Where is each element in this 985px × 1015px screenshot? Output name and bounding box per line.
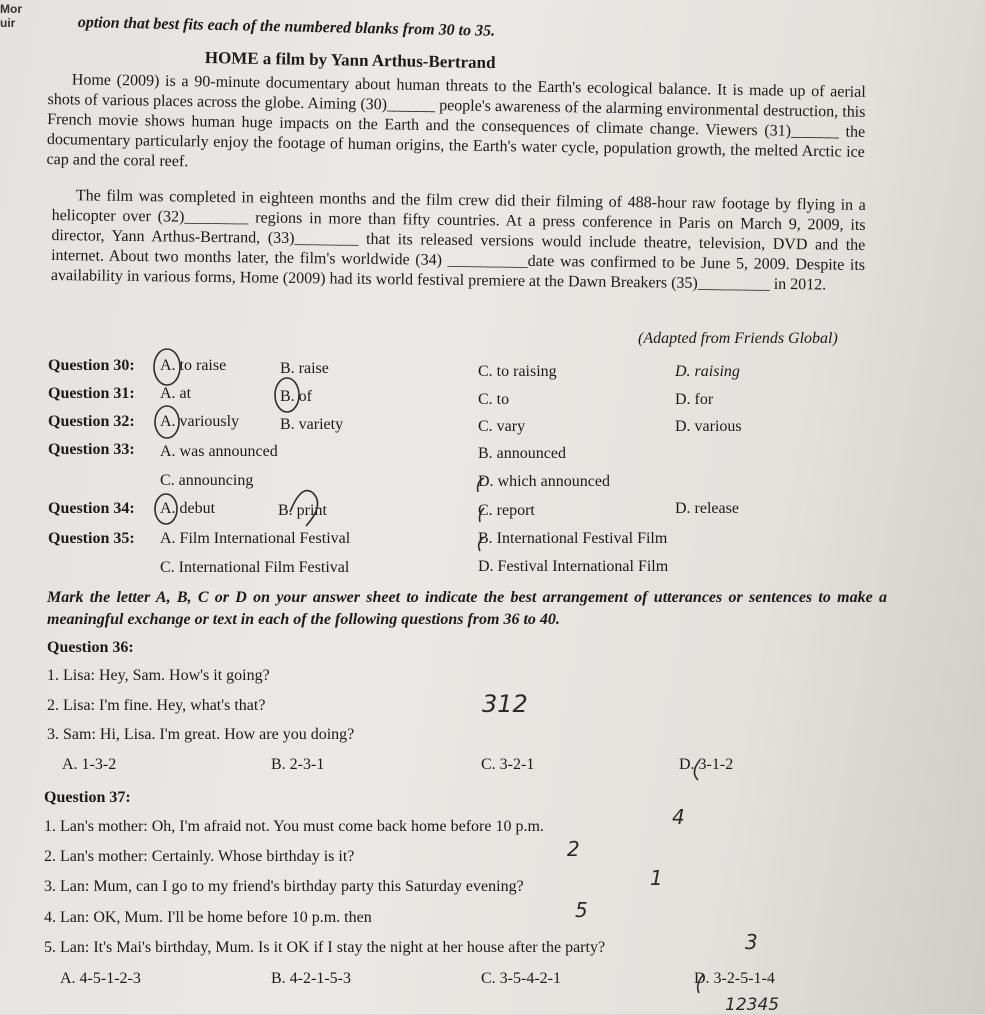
arrangement-instruction: Mark the letter A, B, C or D on your answer sheet to indicate the best arrangement of utterances or sentences to make a meaningful exchange or text in each of the following questions from 36 to 40. <box>47 589 887 628</box>
question-32: Question 32: <box>48 413 135 430</box>
q34-option-c: C. report <box>478 502 535 519</box>
q30-option-d: D. raising <box>675 363 740 380</box>
q32-option-d: D. various <box>675 418 742 435</box>
q32-option-a: A. variously <box>160 413 240 430</box>
question-34: Question 34: <box>48 500 135 517</box>
q36-option-c: C. 3-2-1 <box>481 756 535 773</box>
q33-option-b: B. announced <box>478 445 566 462</box>
q37-line-2: 2. Lan's mother: Certainly. Whose birthday is it? <box>44 848 355 865</box>
q35-option-c: C. International Film Festival <box>160 559 350 576</box>
q36-line-2: 2. Lisa: I'm fine. Hey, what's that? <box>47 697 266 714</box>
q31-option-d: D. for <box>675 391 714 408</box>
handwritten-mark-line-2: 2 <box>567 837 580 861</box>
handwritten-sequence: 12345 <box>725 995 780 1015</box>
q35-option-a: A. Film International Festival <box>160 530 351 547</box>
passage-paragraph-2: The film was completed in eighteen months and the film crew did their filming of 488-hour raw footage by flying in a helicopter over (32)________ regions in more than fifty countries. At a press conference in Paris on March 9, 2009, its director, Yann Arthus-Bertrand, (33)________ that its released versions would include theatre, television, DVD and the internet. About two months later, the film's worldwide (34) __________date was confirmed to be June 5, 2009. Despite its availability in various forms, Home (2009) had its world festival premiere at the Dawn Breakers (35)_________ in 2012. <box>50 187 866 294</box>
q37-line-4: 4. Lan: OK, Mum. I'll be home before 10 p.m. then <box>44 909 372 926</box>
passage-title: HOME a film by Yann Arthus-Bertrand <box>204 48 496 73</box>
q35-option-d: D. Festival International Film <box>478 558 669 575</box>
question-37: Question 37: <box>44 789 131 806</box>
q30-option-a: A. to raise <box>160 357 227 374</box>
question-36: Question 36: <box>47 639 134 656</box>
handwritten-answer-36: 312 <box>482 690 528 718</box>
question-33: Question 33: <box>48 441 135 458</box>
q36-option-d: D. 3-1-2 <box>679 756 734 773</box>
q30-option-c: C. to raising <box>478 363 557 380</box>
section-instruction: option that best fits each of the numbered blanks from 30 to 35. <box>77 14 496 40</box>
q37-option-d: D. 3-2-5-1-4 <box>694 970 775 987</box>
q36-option-b: B. 2-3-1 <box>271 756 325 773</box>
q33-option-a: A. was announced <box>160 443 278 460</box>
q35-option-b: B. International Festival Film <box>478 530 668 547</box>
q34-option-a: A. debut <box>160 500 216 517</box>
q36-line-1: 1. Lisa: Hey, Sam. How's it going? <box>47 667 270 684</box>
question-31: Question 31: <box>48 385 135 402</box>
q37-option-a: A. 4-5-1-2-3 <box>60 970 141 987</box>
q37-option-b: B. 4-2-1-5-3 <box>271 970 351 987</box>
handwritten-mark-line-1: 4 <box>672 805 685 829</box>
q31-option-c: C. to <box>478 391 510 408</box>
question-35: Question 35: <box>48 530 135 547</box>
q36-line-3: 3. Sam: Hi, Lisa. I'm great. How are you doing? <box>47 726 355 743</box>
handwritten-mark-line-3: 1 <box>650 866 663 890</box>
q31-option-a: A. at <box>160 385 192 402</box>
q30-option-b: B. raise <box>280 360 329 377</box>
q36-option-a: A. 1-3-2 <box>62 756 117 773</box>
q34-option-b: B. print <box>278 502 327 519</box>
cut-off-corner-text: Mor uir <box>0 2 22 30</box>
passage-source: (Adapted from Friends Global) <box>638 330 838 347</box>
q37-line-1: 1. Lan's mother: Oh, I'm afraid not. You must come back home before 10 p.m. <box>44 818 544 835</box>
q37-option-c: C. 3-5-4-2-1 <box>481 970 561 987</box>
q37-line-5: 5. Lan: It's Mai's birthday, Mum. Is it OK if I stay the night at her house after the party? <box>44 939 606 956</box>
q33-option-c: C. announcing <box>160 472 254 489</box>
q32-option-c: C. vary <box>478 418 526 435</box>
question-30: Question 30: <box>48 357 135 374</box>
q33-option-d: D. which announced <box>478 473 610 490</box>
handwritten-mark-line-4: 5 <box>575 898 588 922</box>
passage-paragraph-1: Home (2009) is a 90-minute documentary about human threats to the Earth's ecological balance. It is made up of aerial shots of various places across the globe. Aiming (30)______ people's awareness of the alarming environmental destruction, this French movie shows human huge impacts on the Earth and the consequences of climate change. Viewers (31)______ the documentary particularly enjoy the footage of human origins, the Earth's water cycle, population growth, the melted Arctic ice cap and the coral reef. <box>46 71 866 171</box>
q37-line-3: 3. Lan: Mum, can I go to my friend's birthday party this Saturday evening? <box>44 878 524 895</box>
q34-option-d: D. release <box>675 500 739 517</box>
handwritten-mark-line-5: 3 <box>745 930 758 954</box>
q31-option-b: B. of <box>280 388 312 405</box>
q32-option-b: B. variety <box>280 416 344 433</box>
